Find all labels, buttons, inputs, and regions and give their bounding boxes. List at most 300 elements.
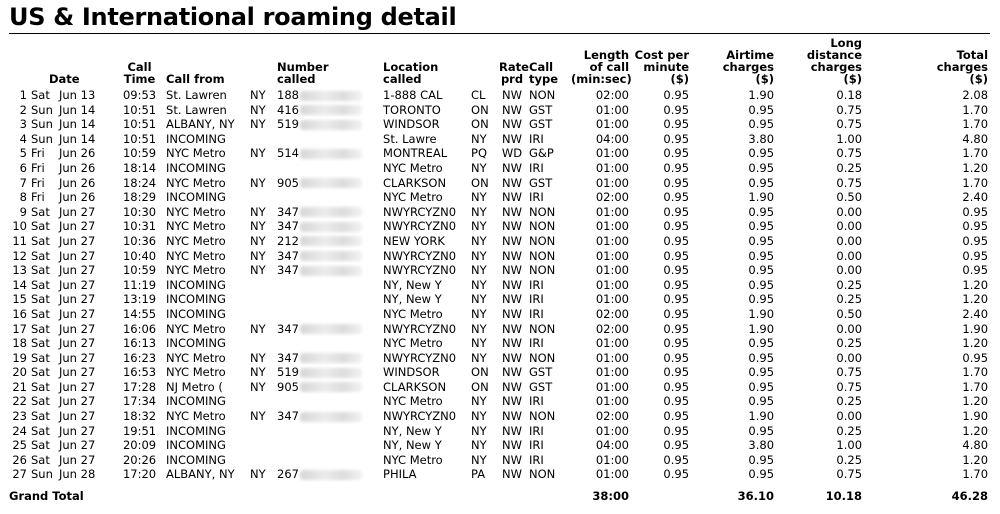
row-total: 1.70 (962, 175, 989, 190)
row-date: Jun 27 (59, 379, 96, 394)
row-total: 0.95 (962, 263, 989, 278)
row-location-called: NEW YORK (383, 233, 445, 248)
row-airtime: 3.80 (748, 131, 775, 146)
row-location-called: NWYRCYZN0 (383, 350, 457, 365)
row-call-time: 18:29 (122, 190, 157, 205)
row-day: Fri (31, 146, 45, 161)
row-rate-prd: NW (502, 277, 522, 292)
row-rate-prd: NW (502, 321, 522, 336)
number-called-prefix: 347 (277, 263, 299, 278)
row-from-state: NY (250, 204, 266, 219)
row-call-time: 14:55 (122, 306, 157, 321)
row-rate-prd: NW (502, 336, 522, 351)
header-line: Number (277, 60, 329, 74)
col-header-rate-prd (497, 36, 527, 85)
redacted-number (300, 266, 362, 276)
header-line: Length (583, 48, 630, 62)
row-long-distance: 0.18 (836, 88, 863, 102)
row-call-time: 16:06 (122, 321, 157, 336)
row-call-from: INCOMING (166, 160, 226, 175)
row-long-distance: 0.50 (836, 306, 863, 321)
row-day: Sat (31, 277, 50, 292)
row-length: 01:00 (595, 146, 630, 161)
row-location-state: NY (471, 160, 487, 175)
row-location-called: NWYRCYZN0 (383, 248, 457, 263)
row-call-time: 18:14 (122, 160, 157, 175)
col-header-index (9, 36, 29, 85)
row-total: 0.95 (962, 219, 989, 234)
row-airtime: 0.95 (748, 292, 775, 307)
row-rate-prd: NW (502, 467, 522, 482)
table-row (9, 219, 990, 234)
row-total: 1.70 (962, 146, 989, 161)
row-call-type: IRI (529, 394, 544, 409)
row-cost-per-minute: 0.95 (663, 394, 690, 409)
row-long-distance: 0.75 (836, 365, 863, 380)
header-line: Total (956, 48, 989, 62)
row-airtime: 0.95 (748, 379, 775, 394)
row-airtime: 0.95 (748, 365, 775, 380)
grand-total-total: 46.28 (951, 488, 989, 503)
row-location-called: NWYRCYZN0 (383, 409, 457, 424)
row-number: 21 (12, 379, 27, 394)
row-long-distance: 0.25 (836, 423, 863, 438)
row-cost-per-minute: 0.95 (663, 306, 690, 321)
row-location-state: NY (471, 219, 487, 234)
row-date: Jun 27 (59, 292, 96, 307)
number-called-prefix: 212 (277, 233, 299, 248)
row-number-called (273, 161, 381, 176)
row-call-time: 16:53 (122, 365, 157, 380)
row-call-type: GST (529, 379, 553, 394)
header-line: charges (810, 60, 863, 74)
row-rate-prd: NW (502, 438, 522, 453)
row-long-distance: 1.00 (836, 438, 863, 453)
row-cost-per-minute: 0.95 (663, 131, 690, 146)
row-number: 27 (12, 467, 27, 482)
row-date: Jun 27 (59, 409, 96, 424)
row-location-state: NY (471, 190, 487, 205)
redacted-number (300, 470, 362, 480)
header-line: called (277, 72, 316, 86)
row-call-type: IRI (529, 277, 544, 292)
number-called-prefix: 519 (277, 117, 299, 132)
row-total: 2.40 (962, 306, 989, 321)
row-airtime: 0.95 (748, 102, 775, 117)
row-call-type: NON (529, 467, 556, 482)
row-call-type: G&P (529, 146, 554, 161)
row-cost-per-minute: 0.95 (663, 204, 690, 219)
row-number-called (273, 263, 381, 278)
table-row (9, 103, 990, 118)
row-day: Sun (31, 117, 53, 132)
row-cost-per-minute: 0.95 (663, 336, 690, 351)
col-header-long-distance (776, 36, 864, 85)
row-cost-per-minute: 0.95 (663, 175, 690, 190)
row-number-called (273, 336, 381, 351)
row-total: 1.20 (962, 394, 989, 409)
row-from-state: NY (250, 263, 266, 278)
row-cost-per-minute: 0.95 (663, 321, 690, 336)
row-airtime: 0.95 (748, 146, 775, 161)
row-location-state: ON (471, 175, 489, 190)
row-length: 01:00 (595, 233, 630, 248)
row-cost-per-minute: 0.95 (663, 219, 690, 234)
row-call-from: NYC Metro (166, 204, 226, 219)
row-call-from: St. Lawren (166, 88, 227, 102)
row-location-state: NY (471, 248, 487, 263)
row-location-called: MONTREAL (383, 146, 448, 161)
row-rate-prd: NW (502, 175, 522, 190)
row-call-type: NON (529, 233, 556, 248)
row-length: 01:00 (595, 277, 630, 292)
row-cost-per-minute: 0.95 (663, 452, 690, 467)
header-line: Date (49, 72, 80, 86)
row-cost-per-minute: 0.95 (663, 379, 690, 394)
redacted-number (300, 324, 362, 334)
table-row (9, 438, 990, 453)
row-rate-prd: NW (502, 365, 522, 380)
row-date: Jun 26 (59, 146, 96, 161)
row-length: 04:00 (595, 131, 630, 146)
row-from-state (248, 278, 273, 293)
row-day: Fri (31, 160, 45, 175)
row-airtime: 0.95 (748, 204, 775, 219)
row-number: 9 (19, 204, 27, 219)
row-total: 0.95 (962, 248, 989, 263)
table-row (9, 85, 990, 103)
row-location-called: WINDSOR (383, 117, 440, 132)
row-number-called (273, 365, 381, 380)
row-day: Sun (31, 131, 53, 146)
row-cost-per-minute: 0.95 (663, 248, 690, 263)
row-call-time: 10:30 (122, 204, 157, 219)
row-from-state: NY (250, 248, 266, 263)
row-call-time: 17:28 (122, 379, 157, 394)
row-from-state: NY (250, 365, 266, 380)
row-date: Jun 26 (59, 160, 96, 175)
row-call-from: St. Lawren (166, 102, 227, 117)
row-number-called (273, 278, 381, 293)
row-call-type: GST (529, 117, 553, 132)
row-call-from: NYC Metro (166, 248, 226, 263)
row-from-state (248, 424, 273, 439)
row-call-type: GST (529, 102, 553, 117)
row-number-called (273, 409, 381, 424)
row-location-state: NY (471, 277, 487, 292)
row-cost-per-minute: 0.95 (663, 146, 690, 161)
row-location-called: NWYRCYZN0 (383, 204, 457, 219)
table-row (9, 365, 990, 380)
row-call-type: NON (529, 248, 556, 263)
number-called-prefix: 347 (277, 219, 299, 234)
row-rate-prd: NW (502, 190, 522, 205)
row-cost-per-minute: 0.95 (663, 190, 690, 205)
row-location-state: ON (471, 379, 489, 394)
row-number: 3 (19, 117, 27, 132)
row-number: 19 (12, 350, 27, 365)
row-call-type: IRI (529, 306, 544, 321)
row-cost-per-minute: 0.95 (663, 102, 690, 117)
table-row (9, 132, 990, 147)
row-call-type: NON (529, 204, 556, 219)
row-total: 1.90 (962, 409, 989, 424)
row-number: 24 (12, 423, 27, 438)
header-line: Airtime (726, 48, 775, 62)
row-location-state: NY (471, 292, 487, 307)
row-length: 02:00 (595, 321, 630, 336)
col-header-call-time (115, 36, 164, 85)
row-airtime: 0.95 (748, 336, 775, 351)
row-call-time: 10:59 (122, 146, 157, 161)
row-total: 1.70 (962, 102, 989, 117)
row-day: Sat (31, 409, 50, 424)
row-call-type: NON (529, 409, 556, 424)
row-rate-prd: NW (502, 379, 522, 394)
grand-total-long-distance: 10.18 (825, 488, 863, 503)
row-call-from: NYC Metro (166, 146, 226, 161)
row-length: 01:00 (595, 365, 630, 380)
redacted-number (300, 251, 362, 261)
row-call-type: NON (529, 321, 556, 336)
row-length: 01:00 (595, 117, 630, 132)
row-airtime: 0.95 (748, 160, 775, 175)
header-line: (min:sec) (571, 72, 632, 86)
row-long-distance: 0.00 (836, 204, 863, 219)
row-length: 01:00 (595, 379, 630, 394)
row-rate-prd: NW (502, 306, 522, 321)
row-location-state: NY (471, 204, 487, 219)
col-header-number-called (273, 36, 381, 85)
row-airtime: 1.90 (748, 321, 775, 336)
row-from-state: NY (250, 102, 266, 117)
row-from-state (248, 336, 273, 351)
table-row (9, 409, 990, 424)
row-call-time: 10:59 (122, 263, 157, 278)
row-location-called: PHILA (383, 467, 417, 482)
row-call-type: IRI (529, 452, 544, 467)
row-airtime: 0.95 (748, 452, 775, 467)
table-row (9, 336, 990, 351)
table-row (9, 176, 990, 191)
header-line: ($) (755, 72, 775, 86)
row-day: Sat (31, 379, 50, 394)
row-location-called: 1-888 CAL (383, 88, 443, 102)
row-call-time: 17:20 (122, 467, 157, 482)
row-location-called: NY, New Y (383, 292, 442, 307)
row-number-called (273, 467, 381, 482)
row-number-called (273, 322, 381, 337)
table-row (9, 292, 990, 307)
row-length: 02:00 (595, 190, 630, 205)
redacted-number (300, 149, 362, 159)
row-total: 2.08 (962, 88, 989, 102)
row-long-distance: 0.75 (836, 117, 863, 132)
row-long-distance: 0.25 (836, 336, 863, 351)
row-call-from: NYC Metro (166, 219, 226, 234)
row-date: Jun 27 (59, 321, 96, 336)
row-number: 18 (12, 336, 27, 351)
row-number: 23 (12, 409, 27, 424)
row-location-called: NWYRCYZN0 (383, 219, 457, 234)
row-call-type: IRI (529, 423, 544, 438)
row-number-called (273, 438, 381, 453)
row-call-from: NYC Metro (166, 321, 226, 336)
number-called-prefix: 347 (277, 409, 299, 424)
row-airtime: 0.95 (748, 423, 775, 438)
row-location-called: TORONTO (383, 102, 441, 117)
col-header-location-called (381, 36, 497, 85)
row-cost-per-minute: 0.95 (663, 233, 690, 248)
row-day: Sat (31, 88, 50, 102)
row-from-state: NY (250, 146, 266, 161)
row-long-distance: 0.00 (836, 409, 863, 424)
row-day: Fri (31, 175, 45, 190)
row-date: Jun 27 (59, 394, 96, 409)
table-row (9, 307, 990, 322)
row-length: 01:00 (595, 350, 630, 365)
row-call-time: 10:51 (122, 117, 157, 132)
row-location-state: NY (471, 438, 487, 453)
row-location-state: ON (471, 365, 489, 380)
row-long-distance: 1.00 (836, 131, 863, 146)
row-length: 02:00 (595, 88, 630, 102)
row-call-from: INCOMING (166, 394, 226, 409)
row-rate-prd: NW (502, 204, 522, 219)
row-rate-prd: NW (502, 88, 522, 102)
row-cost-per-minute: 0.95 (663, 117, 690, 132)
row-day: Sat (31, 423, 50, 438)
row-airtime: 1.90 (748, 88, 775, 102)
redacted-number (300, 91, 362, 101)
header-line: type (529, 72, 559, 86)
table-row (9, 453, 990, 468)
row-cost-per-minute: 0.95 (663, 160, 690, 175)
row-call-from: INCOMING (166, 190, 226, 205)
row-total: 4.80 (962, 438, 989, 453)
row-call-type: IRI (529, 160, 544, 175)
page-title: US & International roaming detail (9, 3, 457, 31)
row-length: 01:00 (595, 160, 630, 175)
row-number: 17 (12, 321, 27, 336)
row-number-called (273, 146, 381, 161)
row-call-time: 10:51 (122, 102, 157, 117)
row-rate-prd: NW (502, 248, 522, 263)
row-location-state: NY (471, 350, 487, 365)
redacted-number (300, 178, 362, 188)
row-from-state: NY (250, 117, 266, 132)
row-call-time: 09:53 (122, 88, 157, 102)
row-number-called (273, 219, 381, 234)
row-date: Jun 27 (59, 365, 96, 380)
row-location-state: NY (471, 233, 487, 248)
row-rate-prd: NW (502, 102, 522, 117)
title-divider (9, 33, 990, 34)
row-location-state: PA (471, 467, 486, 482)
row-long-distance: 0.50 (836, 190, 863, 205)
row-length: 04:00 (595, 438, 630, 453)
row-from-state: NY (250, 350, 266, 365)
table-row (9, 380, 990, 395)
row-number-called (273, 292, 381, 307)
row-day: Sun (31, 467, 53, 482)
row-call-time: 18:24 (122, 175, 157, 190)
row-number: 1 (19, 88, 27, 102)
row-number-called (273, 453, 381, 468)
row-long-distance: 0.00 (836, 263, 863, 278)
number-called-prefix: 905 (277, 175, 299, 190)
header-line: ($) (843, 72, 863, 86)
row-number-called (273, 132, 381, 147)
header-line: prd (500, 72, 524, 86)
row-length: 02:00 (595, 409, 630, 424)
table-row (9, 249, 990, 264)
row-number-called (273, 249, 381, 264)
row-location-called: St. Lawre (383, 131, 437, 146)
row-call-from: NYC Metro (166, 233, 226, 248)
col-header-length (569, 36, 631, 85)
row-location-state: NY (471, 409, 487, 424)
redacted-number (300, 353, 362, 363)
row-number: 8 (19, 190, 27, 205)
row-number: 4 (19, 131, 27, 146)
row-from-state (248, 438, 273, 453)
row-total: 1.70 (962, 379, 989, 394)
row-call-from: INCOMING (166, 277, 226, 292)
row-date: Jun 27 (59, 233, 96, 248)
header-line: Long (830, 36, 863, 50)
row-call-from: NYC Metro (166, 350, 226, 365)
row-airtime: 0.95 (748, 117, 775, 132)
row-long-distance: 0.75 (836, 379, 863, 394)
row-number-called (273, 351, 381, 366)
row-from-state: NY (250, 467, 266, 482)
row-number: 6 (19, 160, 27, 175)
row-date: Jun 13 (59, 88, 96, 102)
row-total: 1.20 (962, 292, 989, 307)
row-location-state: NY (471, 306, 487, 321)
row-length: 01:00 (595, 204, 630, 219)
row-location-called: NY, New Y (383, 423, 442, 438)
row-cost-per-minute: 0.95 (663, 292, 690, 307)
row-from-state: NY (250, 233, 266, 248)
row-call-type: IRI (529, 336, 544, 351)
row-number-called (273, 85, 381, 103)
row-long-distance: 0.75 (836, 102, 863, 117)
grand-total-row (9, 482, 990, 505)
row-airtime: 0.95 (748, 350, 775, 365)
row-location-called: CLARKSON (383, 379, 447, 394)
row-rate-prd: NW (502, 233, 522, 248)
row-day: Sat (31, 452, 50, 467)
row-date: Jun 26 (59, 175, 96, 190)
row-number-called (273, 394, 381, 409)
number-called-prefix: 347 (277, 321, 299, 336)
table-row (9, 467, 990, 482)
table-row (9, 278, 990, 293)
row-call-from: NYC Metro (166, 263, 226, 278)
row-from-state: NY (250, 175, 266, 190)
row-rate-prd: NW (502, 131, 522, 146)
row-date: Jun 26 (59, 190, 96, 205)
header-line: Call from (166, 72, 225, 86)
row-from-state (248, 292, 273, 307)
row-day: Sun (31, 102, 53, 117)
row-date: Jun 27 (59, 306, 96, 321)
row-day: Sat (31, 263, 50, 278)
row-call-from: ALBANY, NY (166, 117, 235, 132)
row-day: Fri (31, 190, 45, 205)
